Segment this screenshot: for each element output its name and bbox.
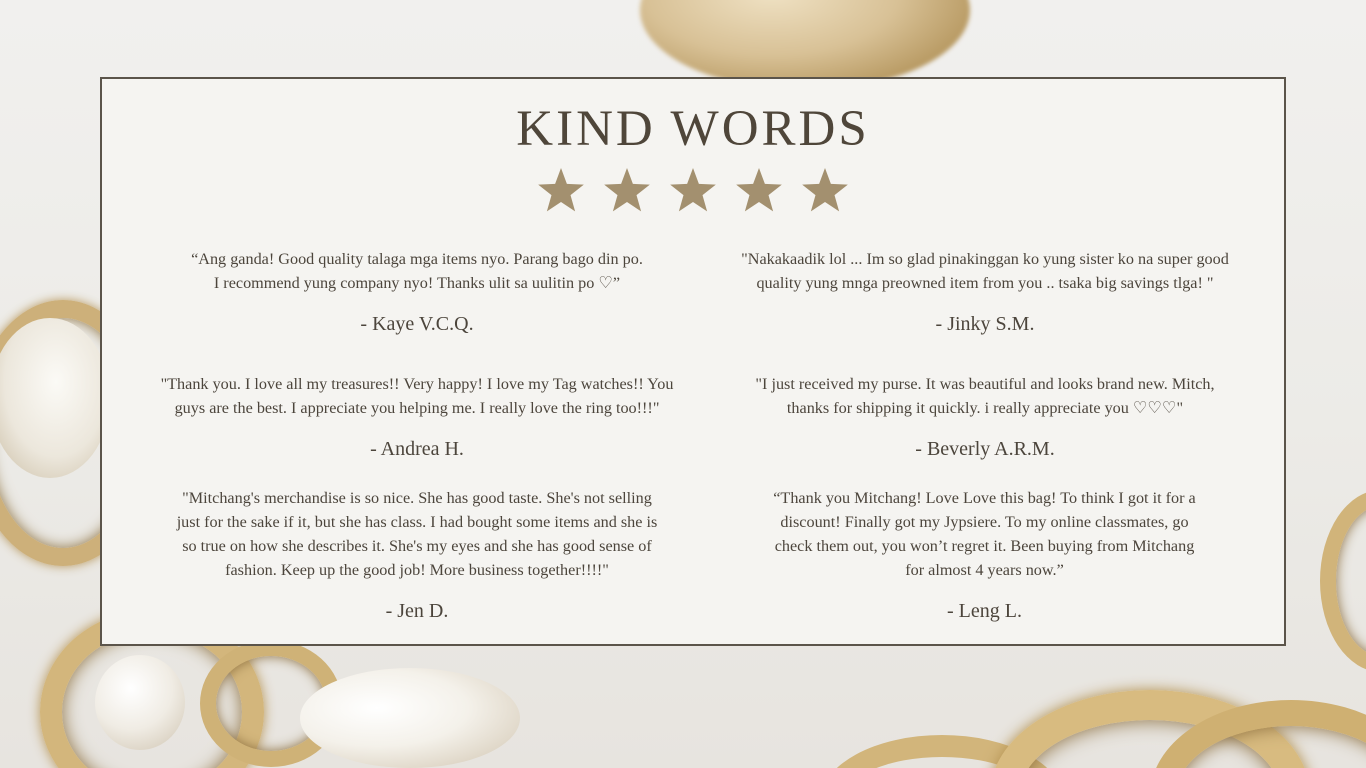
testimonial-quote: "Mitchang's merchandise is so nice. She has good taste. She's not selling just for the sake if it, but she has class. I had bought some items and she is so true on how she describes it. She's my eyes and she has good sense of fashion. Keep up the good job! More business together!!!!" xyxy=(176,489,658,579)
testimonial-quote: “Ang ganda! Good quality talaga mga items nyo. Parang bago din po. I recommend yung company nyo! Thanks ulit sa uulitin po ♡” xyxy=(191,250,643,292)
testimonial xyxy=(700,372,1270,461)
testimonial-author: - Kaye V.C.Q. xyxy=(360,313,474,335)
testimonial-author: - Jen D. xyxy=(385,600,449,622)
testimonial xyxy=(122,372,712,461)
testimonial-author: - Andrea H. xyxy=(370,438,464,460)
gold-hoop-decor xyxy=(1320,490,1366,672)
testimonial xyxy=(132,247,702,336)
testimonial xyxy=(700,247,1270,336)
testimonial-quote: "I just received my purse. It was beautiful and looks brand new. Mitch, thanks for shipping it quickly. i really appreciate you ♡♡♡" xyxy=(755,375,1215,417)
testimonial-author: - Jinky S.M. xyxy=(935,313,1035,335)
testimonial-quote: “Thank you Mitchang! Love Love this bag! To think I got it for a discount! Finally got my Jypsiere. To my online classmates, go check them out, you won’t regret it. Been buying from Mitchang for almost 4 years now.” xyxy=(773,489,1196,579)
pearl-drop-decor xyxy=(300,668,520,768)
testimonial-author: - Leng L. xyxy=(947,600,1022,622)
testimonial-quote: "Nakakaadik lol ... Im so glad pinakinggan ko yung sister ko na super good quality yung mnga preowned item from you .. tsaka big savings tlga! " xyxy=(741,250,1229,292)
testimonials-card xyxy=(100,77,1286,646)
testimonial-author: - Beverly A.R.M. xyxy=(915,438,1055,460)
page-title: KIND WORDS xyxy=(516,101,870,157)
testimonial-quote: "Thank you. I love all my treasures!! Very happy! I love my Tag watches!! You guys are the best. I appreciate you helping me. I really love the ring too!!!" xyxy=(160,375,674,417)
star-rating xyxy=(102,167,1284,215)
star-icon xyxy=(735,167,783,215)
pearl-decor xyxy=(95,655,185,750)
star-icon xyxy=(669,167,717,215)
star-icon xyxy=(537,167,585,215)
star-icon xyxy=(801,167,849,215)
testimonial xyxy=(132,486,702,623)
testimonial xyxy=(712,486,1257,623)
star-icon xyxy=(603,167,651,215)
